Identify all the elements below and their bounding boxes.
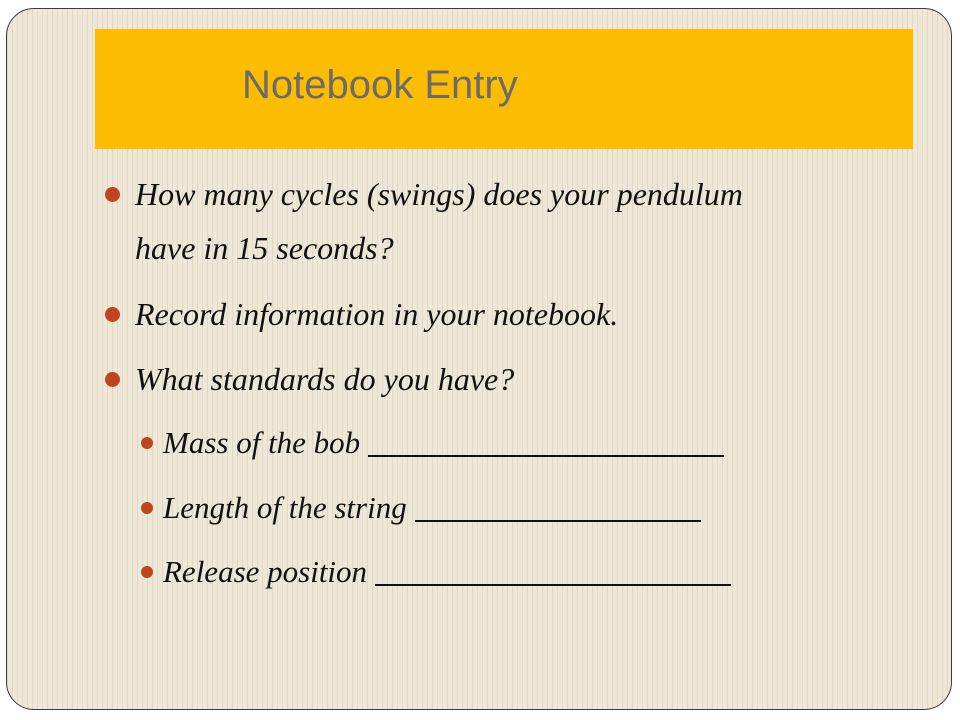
bullet-icon bbox=[141, 566, 153, 578]
answer-blank-line bbox=[375, 584, 731, 586]
answer-blank-line bbox=[415, 520, 701, 522]
sub-bullet-item-mass bbox=[141, 416, 724, 470]
bullet-icon bbox=[141, 437, 153, 449]
bullet-item-standards bbox=[105, 352, 514, 406]
bullet-text-line: have in 15 seconds? bbox=[135, 230, 394, 266]
sub-bullet-text: Release position bbox=[163, 554, 368, 589]
slide-title: Notebook Entry bbox=[242, 63, 518, 107]
bullet-icon bbox=[105, 372, 120, 387]
bullet-item-cycles bbox=[105, 167, 743, 275]
bullet-list bbox=[7, 9, 951, 709]
bullet-icon bbox=[105, 187, 120, 202]
sub-bullet-item-length bbox=[141, 481, 701, 535]
bullet-text: What standards do you have? bbox=[135, 361, 515, 397]
bullet-text-line: How many cycles (swings) does your pendulum bbox=[135, 176, 743, 212]
slide bbox=[6, 8, 952, 710]
answer-blank-line bbox=[368, 455, 724, 457]
bullet-text: Record information in your notebook. bbox=[135, 296, 619, 332]
sub-bullet-text: Length of the string bbox=[163, 490, 407, 525]
bullet-icon bbox=[105, 307, 120, 322]
bullet-item-record bbox=[105, 287, 618, 341]
sub-bullet-text: Mass of the bob bbox=[163, 425, 361, 460]
sub-bullet-item-release bbox=[141, 545, 731, 599]
bullet-icon bbox=[141, 502, 153, 514]
